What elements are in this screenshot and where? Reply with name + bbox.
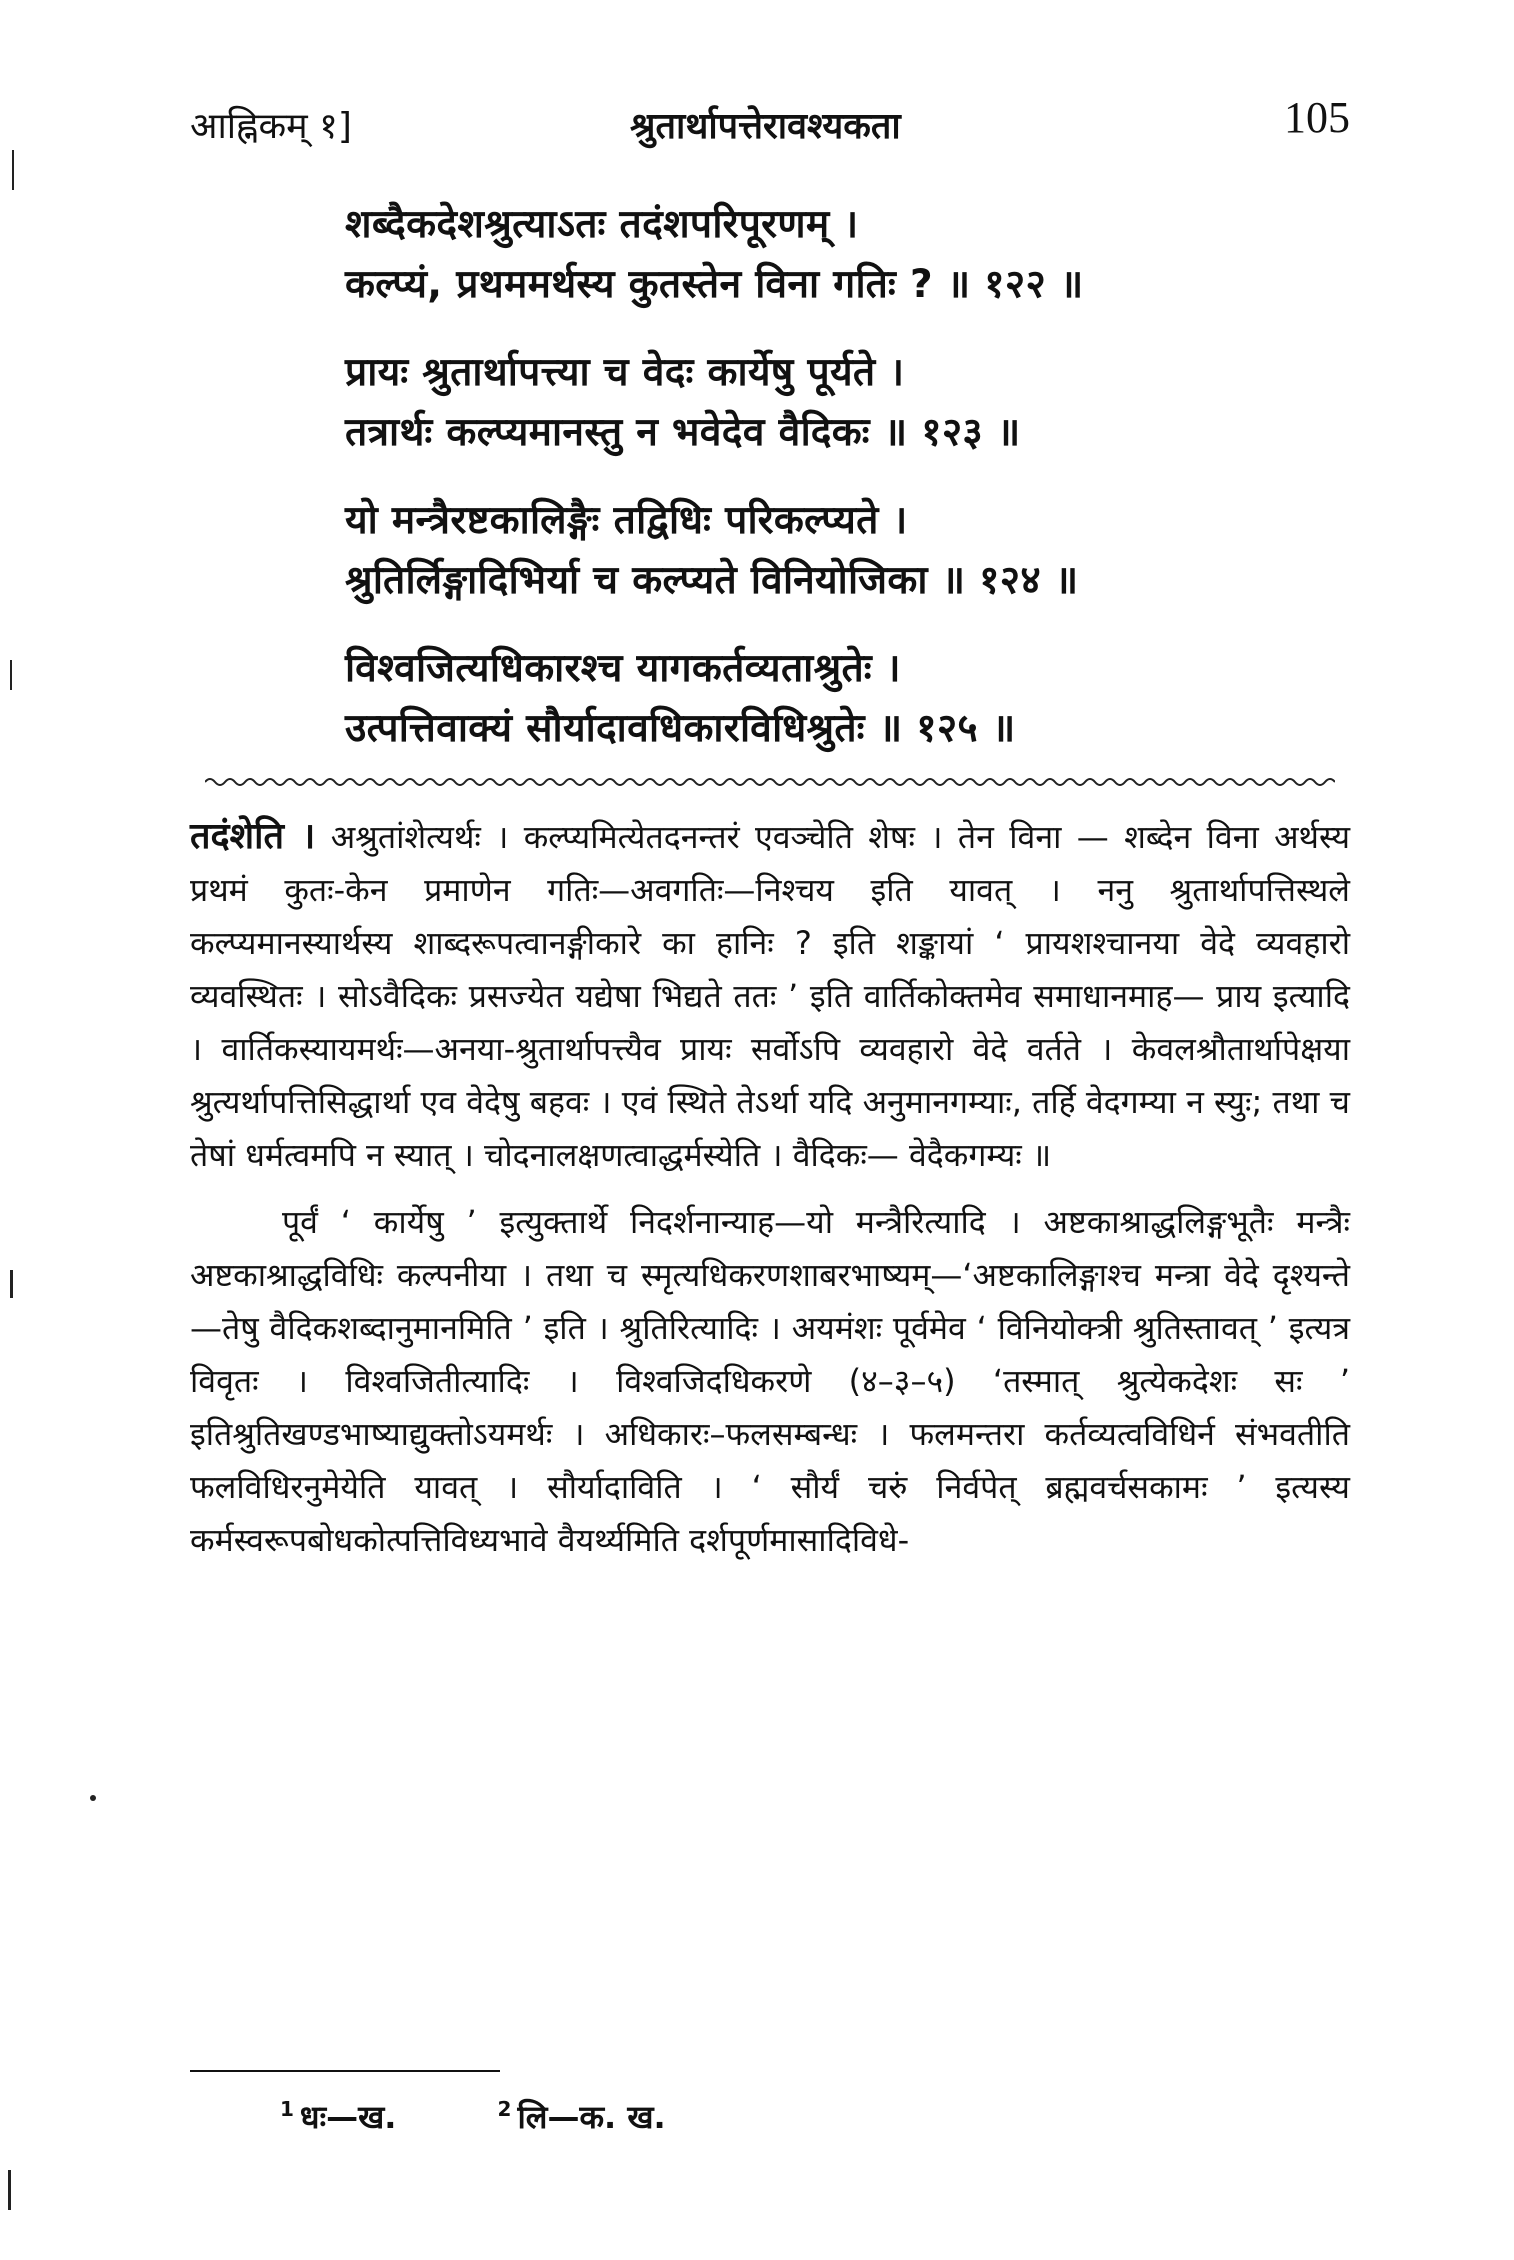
verse-block — [345, 195, 1385, 787]
verse-line: श्रुतिर्लिङ्गादिभिर्या च कल्प्यते विनियोजिका ॥ १२४ ॥ — [345, 558, 1079, 603]
footnotes — [280, 2095, 756, 2138]
verse-line: कल्प्यं, प्रथममर्थस्य कुतस्तेन विना गतिः ? ॥ १२२ ॥ — [345, 262, 1084, 307]
commentary-paragraph — [190, 810, 1350, 1182]
verse-122 — [345, 195, 1385, 315]
commentary-text: अश्रुतांशेत्यर्थः । कल्प्यमित्येतदनन्तरं एवञ्चेति शेषः । तेन विना — शब्देन विना अर्थस्य प्रथमं कुतः-केन प्रमाणेन गतिः—अवगतिः—निश्चय इति यावत् । ननु श्रुतार्थापत्तिस्थले कल्प्यमानस्यार्थस्य शाब्दरूपत्वानङ्गीकारे का हानिः ? इति शङ्कायां ‘ प्रायशश्चानया वेदे व्यवहारो व्यवस्थितः । सोऽवैदिकः प्रसज्येत यद्येषा भिद्यते ततः ’ इति वार्तिकोक्तमेव समाधानमाह— प्राय इत्यादि । वार्तिकस्यायमर्थः—अनया-श्रुतार्थापत्त्यैव प्रायः सर्वोऽपि व्यवहारो वेदे वर्तते । केवलश्रौतार्थापेक्षया श्रुत्यर्थापत्तिसिद्धार्था एव वेदेषु बहवः । एवं स्थिते तेऽर्था यदि अनुमानगम्याः, तर्हि वेदगम्या न स्युः; तथा च तेषां धर्मत्वमपि न स्यात् । चोदनालक्षणत्वाद्धर्मस्येति । वैदिकः— वेदैकगम्यः ॥ — [190, 818, 1351, 1174]
verse-line: शब्दैकदेशश्रुत्याऽतः तदंशपरिपूरणम् । — [345, 202, 859, 247]
scan-margin-mark — [90, 1795, 96, 1801]
section-label: आह्निकम् १] — [190, 106, 352, 147]
verse-line: प्रायः श्रुतार्थापत्त्या च वेदः कार्येषु पूर्यते । — [345, 350, 905, 395]
wavy-divider — [205, 775, 1335, 789]
page-number: 105 — [1284, 93, 1350, 142]
verse-line: यो मन्त्रैरष्टकालिङ्गैः तद्विधिः परिकल्प्यते । — [345, 498, 908, 543]
scan-margin-mark — [10, 660, 12, 690]
commentary-lead: तदंशेति । — [190, 816, 316, 857]
commentary — [190, 810, 1350, 1567]
verse-124 — [345, 491, 1385, 611]
scan-margin-mark — [12, 150, 14, 190]
verse-line: तत्रार्थः कल्प्यमानस्तु न भवेदेव वैदिकः ॥ १२३ ॥ — [345, 410, 1021, 455]
commentary-paragraph: पूर्वं ‘ कार्येषु ’ इत्युक्तार्थे निदर्शनान्याह—यो मन्त्रैरित्यादि । अष्टकाश्राद्धलिङ्गभूतैः मन्त्रैः अष्टकाश्राद्धविधिः कल्पनीया । तथा च स्मृत्यधिकरणशाबरभाष्यम्—‘अष्टकालिङ्गाश्च मन्त्रा वेदे दृश्यन्ते—तेषु वैदिकशब्दानुमानमिति ’ इति । श्रुतिरित्यादिः । अयमंशः पूर्वमेव ‘ विनियोक्त्री श्रुतिस्तावत् ’ इत्यत्र विवृतः । विश्वजितीत्यादिः । विश्वजिदधिकरणे (४–३–५) ‘तस्मात् श्रुत्येकदेशः सः ’ इतिश्रुतिखण्डभाष्याद्युक्तोऽयमर्थः । अधिकारः–फलसम्बन्धः । फलमन्तरा कर्तव्यत्वविधिर्न संभवतीति फलविधिरनुमेयेति यावत् । सौर्यादाविति । ‘ सौर्यं चरुं निर्वपेत् ब्रह्मवर्चसकामः ’ इत्यस्य कर्मस्वरूपबोधकोत्पत्तिविध्यभावे वैयर्थ्यमिति दर्शपूर्णमासादिविधे- — [190, 1203, 1350, 1559]
verse-line: विश्वजित्यधिकारश्च यागकर्तव्यताश्रुतेः । — [345, 646, 901, 691]
verse-line: उत्पत्तिवाक्यं सौर्यादावधिकारविधिश्रुतेः ॥ १२५ ॥ — [345, 706, 1016, 751]
verse-123 — [345, 343, 1385, 463]
footnote: $^1$ धः—ख. — [280, 2097, 397, 2136]
footnote: $^2$ लि—क. ख. — [497, 2097, 666, 2136]
chapter-title: श्रुतार्थापत्तेरावश्यकता — [630, 106, 901, 147]
footnote-rule — [190, 2070, 500, 2072]
scan-margin-mark — [8, 2170, 11, 2210]
running-header — [190, 92, 1350, 152]
scan-margin-mark — [10, 1270, 13, 1298]
verse-125 — [345, 639, 1385, 759]
